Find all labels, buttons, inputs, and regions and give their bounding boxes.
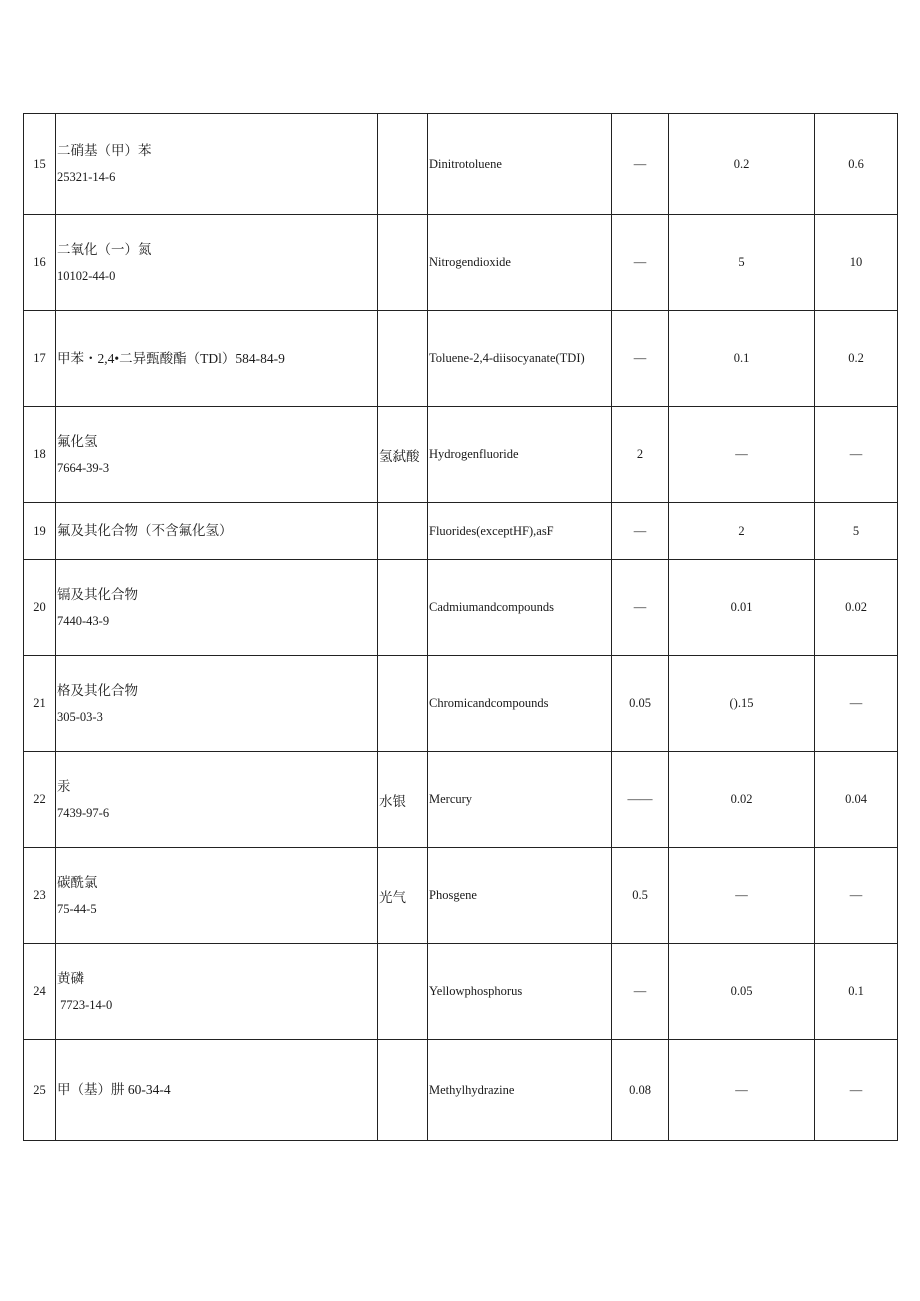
mac-value-cell: —: [612, 503, 669, 560]
table-row: [24, 407, 898, 503]
stel-value-cell: 0.6: [815, 114, 898, 215]
table-row: [24, 848, 898, 944]
cas-number: 25321-14-6: [57, 170, 116, 184]
chinese-name: 氟化氢: [57, 433, 98, 449]
twa-value-cell: —: [669, 407, 815, 503]
twa-value-cell: 0.1: [669, 311, 815, 407]
table-row: [24, 656, 898, 752]
cas-number: 10102-44-0: [57, 268, 116, 283]
stel-value-cell: 10: [815, 215, 898, 311]
table-row: [24, 114, 898, 215]
chinese-name-cell: [56, 1040, 378, 1141]
mac-value-cell: ——: [612, 752, 669, 848]
alias-cell: [378, 1040, 428, 1141]
chinese-name: 甲（基）肼 60-34-4: [57, 1082, 171, 1097]
stel-value-cell: —: [815, 407, 898, 503]
stel-value-cell: 0.04: [815, 752, 898, 848]
stel-value-cell: 5: [815, 503, 898, 560]
chinese-name: 格及其化合物: [57, 682, 138, 698]
alias-cell: [378, 503, 428, 560]
twa-value-cell: ().15: [669, 656, 815, 752]
chinese-name: 二氧化（一）氮: [57, 241, 152, 257]
cas-number: 7439-97-6: [57, 805, 110, 820]
chinese-name-cell: [56, 848, 378, 944]
row-number-cell: 15: [24, 114, 56, 215]
english-name-cell: Phosgene: [428, 848, 612, 944]
chinese-name-cell: [56, 215, 378, 311]
table-row: [24, 752, 898, 848]
english-name-cell: Cadmiumandcompounds: [428, 560, 612, 656]
english-name-cell: Dinitrotoluene: [428, 114, 612, 215]
english-name-cell: Methylhydrazine: [428, 1040, 612, 1141]
stel-value-cell: —: [815, 848, 898, 944]
english-name-cell: Hydrogenfluoride: [428, 407, 612, 503]
chinese-name: 二硝基（甲）苯: [57, 143, 152, 158]
table-row: [24, 215, 898, 311]
alias-cell: [378, 114, 428, 215]
english-name-cell: Yellowphosphorus: [428, 944, 612, 1040]
stel-value-cell: —: [815, 656, 898, 752]
table-row: [24, 560, 898, 656]
twa-value-cell: 0.02: [669, 752, 815, 848]
twa-value-cell: 5: [669, 215, 815, 311]
alias-cell: [378, 215, 428, 311]
table-body: [24, 114, 898, 1141]
chinese-name-cell: [56, 407, 378, 503]
chinese-name: 黄磷: [57, 970, 84, 986]
mac-value-cell: —: [612, 311, 669, 407]
chinese-name: 氟及其化合物（不含氟化氢）: [57, 523, 233, 538]
mac-value-cell: 0.08: [612, 1040, 669, 1141]
cas-number: 305-03-3: [57, 709, 103, 724]
chinese-name: 碳酰氯: [57, 874, 98, 890]
mac-value-cell: 0.05: [612, 656, 669, 752]
cas-number: 7664-39-3: [57, 460, 110, 475]
alias-cell: 氢弑酸: [378, 407, 428, 503]
row-number-cell: 20: [24, 560, 56, 656]
alias-cell: 水银: [378, 752, 428, 848]
twa-value-cell: 0.05: [669, 944, 815, 1040]
alias-cell: [378, 656, 428, 752]
chinese-name-cell: [56, 656, 378, 752]
cas-number: 7440-43-9: [57, 613, 110, 628]
row-number-cell: 18: [24, 407, 56, 503]
alias-cell: 光气: [378, 848, 428, 944]
chinese-name-cell: [56, 114, 378, 215]
alias-cell: [378, 560, 428, 656]
row-number-cell: 23: [24, 848, 56, 944]
cas-number: 7723-14-0: [57, 997, 113, 1012]
table-row: [24, 944, 898, 1040]
chinese-name: 镉及其化合物: [57, 586, 138, 602]
table-row: [24, 311, 898, 407]
alias-cell: [378, 944, 428, 1040]
english-name-cell: Mercury: [428, 752, 612, 848]
row-number-cell: 17: [24, 311, 56, 407]
stel-value-cell: 0.2: [815, 311, 898, 407]
row-number-cell: 25: [24, 1040, 56, 1141]
row-number-cell: 24: [24, 944, 56, 1040]
chinese-name-cell: [56, 503, 378, 560]
twa-value-cell: —: [669, 848, 815, 944]
stel-value-cell: 0.02: [815, 560, 898, 656]
twa-value-cell: 2: [669, 503, 815, 560]
table-row: [24, 503, 898, 560]
english-name-cell: Fluorides(exceptHF),asF: [428, 503, 612, 560]
chinese-name: 汞: [57, 778, 71, 794]
mac-value-cell: —: [612, 114, 669, 215]
chinese-name-cell: [56, 944, 378, 1040]
row-number-cell: 22: [24, 752, 56, 848]
chinese-name: 甲苯・2,4•二异甄酸酯（TDl）584-84-9: [57, 350, 285, 366]
mac-value-cell: —: [612, 944, 669, 1040]
twa-value-cell: 0.01: [669, 560, 815, 656]
mac-value-cell: —: [612, 215, 669, 311]
occupational-exposure-limits-table: [23, 113, 898, 1141]
mac-value-cell: 2: [612, 407, 669, 503]
mac-value-cell: 0.5: [612, 848, 669, 944]
alias-cell: [378, 311, 428, 407]
table-row: [24, 1040, 898, 1141]
stel-value-cell: —: [815, 1040, 898, 1141]
chinese-name-cell: [56, 752, 378, 848]
cas-number: 75-44-5: [57, 901, 97, 916]
chinese-name-cell: [56, 560, 378, 656]
twa-value-cell: —: [669, 1040, 815, 1141]
row-number-cell: 19: [24, 503, 56, 560]
twa-value-cell: 0.2: [669, 114, 815, 215]
stel-value-cell: 0.1: [815, 944, 898, 1040]
mac-value-cell: —: [612, 560, 669, 656]
english-name-cell: Chromicandcompounds: [428, 656, 612, 752]
english-name-cell: Toluene-2,4-diisocyanate(TDI): [428, 311, 612, 407]
row-number-cell: 16: [24, 215, 56, 311]
english-name-cell: Nitrogendioxide: [428, 215, 612, 311]
row-number-cell: 21: [24, 656, 56, 752]
chinese-name-cell: [56, 311, 378, 407]
